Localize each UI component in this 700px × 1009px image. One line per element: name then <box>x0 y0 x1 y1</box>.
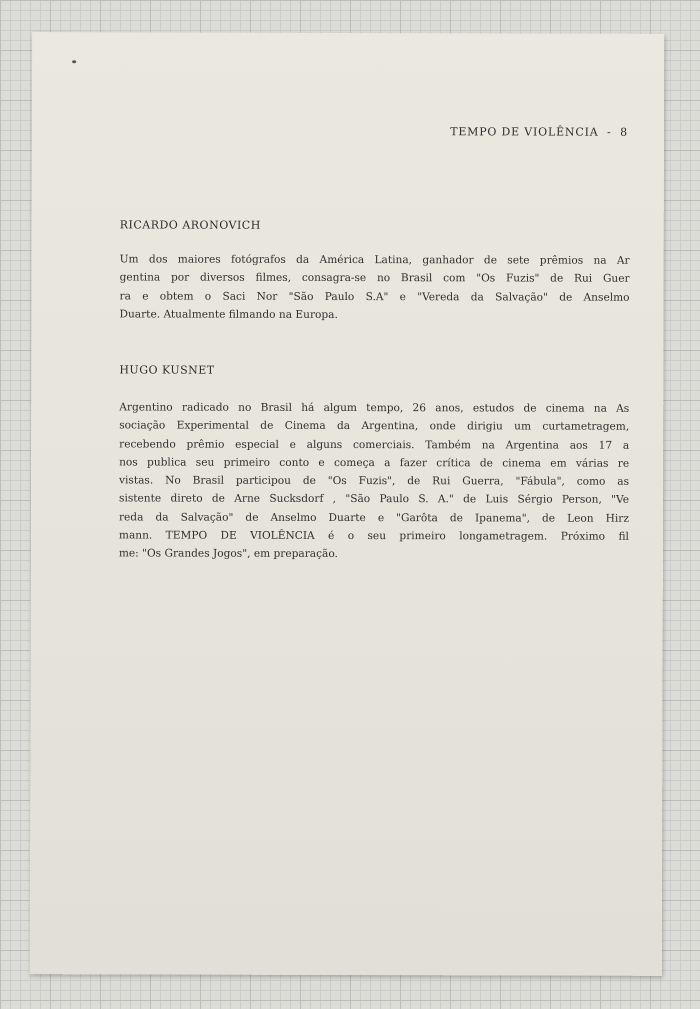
section-title-hugo-kusnet: HUGO KUSNET <box>119 363 215 377</box>
document-page <box>30 32 664 976</box>
text-line: Argentino radicado no Brasil há algum tempo, 26 anos, estudos de cinema na As <box>119 401 630 415</box>
text-line: me: "Os Grandes Jogos", em preparação. <box>118 547 338 561</box>
text-line: ra e obtem o Saci Nor "São Paulo S.A" e "Vereda da Salvação" de Anselmo <box>119 289 630 304</box>
ink-speck <box>72 60 76 63</box>
text-line: reda da Salvação" de Anselmo Duarte e "Garôta de Ipanema", de Leon Hirz <box>118 511 629 525</box>
text-line: mann. TEMPO DE VIOLÊNCIA é o seu primeiro longametragem. Próximo fil <box>118 529 629 543</box>
text-line: sistente direto de Arne Sucksdorf , "São Paulo S. A." de Luis Sérgio Person, "Ve <box>118 492 630 507</box>
page-header: TEMPO DE VIOLÊNCIA - 8 <box>450 125 628 139</box>
text-line: recebendo prêmio especial e alguns comerciais. Também na Argentina aos 17 a <box>119 437 630 452</box>
text-line: nos publica seu primeiro conto e começa a fazer crítica de cinema em várias re <box>119 456 630 470</box>
bio-paragraph-ricardo-aronovich <box>119 250 629 325</box>
section-title-ricardo-aronovich: RICARDO ARONOVICH <box>119 218 261 232</box>
text-line: vistas. No Brasil participou de "Os Fuzis", de Rui Guerra, "Fábula", como as <box>119 474 630 488</box>
text-line: gentina por diversos filmes, consagra-se no Brasil com "Os Fuzis" de Rui Guer <box>119 271 630 286</box>
text-line: Duarte. Atualmente filmando na Europa. <box>119 308 338 321</box>
bio-paragraph-hugo-kusnet <box>119 398 629 564</box>
text-line: Um dos maiores fotógrafos da América Latina, ganhador de sete prêmios na Ar <box>119 253 630 267</box>
text-line: sociação Experimental de Cinema da Argentina, onde dirigiu um curtametragem, <box>119 419 630 434</box>
